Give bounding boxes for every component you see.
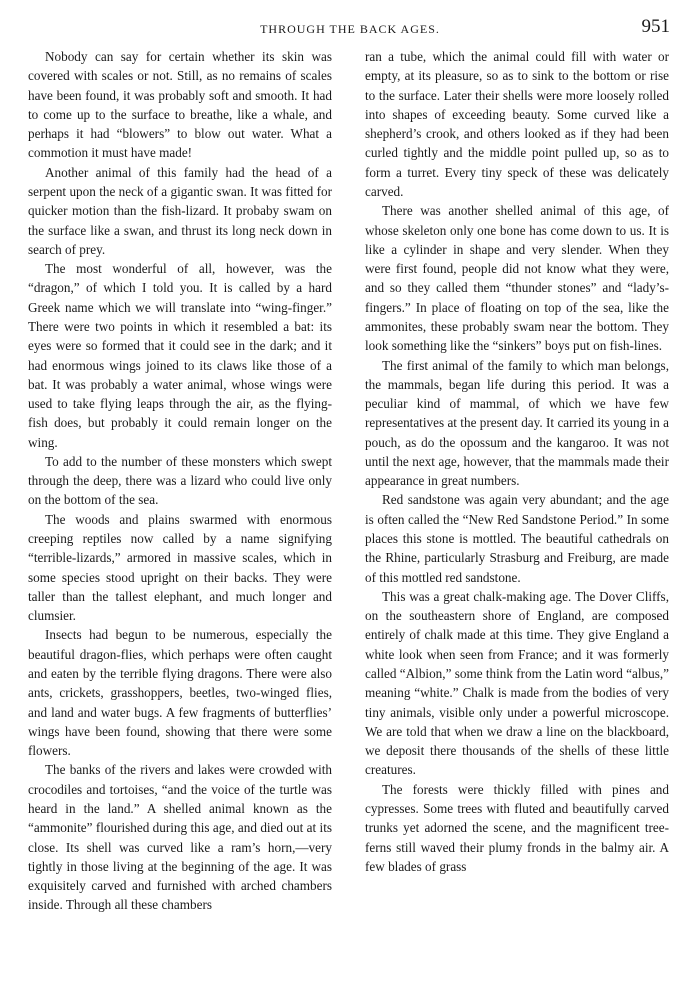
- paragraph-continued: ran a tube, which the animal could fill with water or empty, at its pleasure, so as to sink to the bottom or rise to the surface. Later their shells were more loosely rolled into shapes of exceeding beauty. Some curved like a shepherd’s crook, and others looked as if they had been curled tightly and the middle point pulled up, so as to form a turret. Every tiny speck of these was delicately carved.: [365, 49, 669, 199]
- paragraph: Another animal of this family had the head of a serpent upon the neck of a gigantic swan. It was fitted for quicker motion than the fish-lizard. It probaby swam on the surface like a swan, and thrust its long neck down in search of prey.: [28, 164, 332, 257]
- paragraph: The woods and plains swarmed with enormous creeping reptiles now called by a name signifying “terrible-lizards,” armored in massive scales, which in some species stood upright on their backs. They were taller than the tallest elephant, and much longer and clumsier.: [28, 511, 332, 624]
- paragraph: Insects had begun to be numerous, especially the beautiful dragon-flies, which perhaps were often caught and eaten by the terrible flying dragons. There were also ants, crickets, grasshoppers, beetles, two-winged flies, and land and water bugs. A few fragments of butterflies’ wings have been found, showing that there were some flowers.: [28, 627, 332, 759]
- paragraph: To add to the number of these monsters which swept through the deep, there was a lizard who could live only on the bottom of the sea.: [28, 453, 332, 508]
- running-title: THROUGH THE BACK AGES.: [260, 22, 440, 36]
- right-column: [365, 47, 669, 915]
- paragraph: The most wonderful of all, however, was the “dragon,” of which I told you. It is called by a hard Greek name which we will translate into “wing-finger.” There were two points in which it resembled a bat: its eyes were so formed that it could see in the dark; and it had enormous wings joined to its claws like those of a bat. It was probably a water animal, whose wings were used to take flying leaps through the air, as the flying-fish does, but probably it could remain longer on the wing.: [28, 261, 332, 450]
- paragraph: Red sandstone was again very abundant; and the age is often called the “New Red Sandstone Period.” In some places this stone is mottled. The beautiful cathedrals on the Rhine, particularly Strasburg and Freiburg, are made of this mottled red sandstone.: [365, 492, 669, 585]
- paragraph: The banks of the rivers and lakes were crowded with crocodiles and tortoises, “and the voice of the turtle was heard in the land.” A shelled animal known as the “ammonite” flourished during this age, and died out at its close. Its shell was curved like a ram’s horn,—very tightly in those living at the beginning of the age. It was exquisitely carved and furnished with arched chambers inside. Through all these chambers: [28, 762, 332, 913]
- paragraph: There was another shelled animal of this age, of whose skeleton only one bone has come down to us. It is like a cylinder in shape and very slender. When they were first found, people did not know what they were, and so they called them “thunder stones” and “lady’s-fingers.” In place of floating on top of the sea, like the ammonites, these probably swam near the bottom. They look something like the “sinkers” boys put on fish-lines.: [365, 203, 669, 354]
- paragraph: The forests were thickly filled with pines and cypresses. Some trees with fluted and beautifully carved trunks yet adorned the scene, and the magnificent tree-ferns still waved their plumy fronds in the balmy air. A few blades of grass: [365, 781, 669, 874]
- page-header: [30, 16, 670, 40]
- paragraph: The first animal of the family to which man belongs, the mammals, began life during this period. It was a peculiar kind of mammal, of which we have few representatives at the present day. It carried its young in a pouch, as do the opossum and the kangaroo. It was not until the next age, however, that the mammals made their appearance in great numbers.: [365, 357, 669, 489]
- left-column: [28, 47, 332, 915]
- paragraph: This was a great chalk-making age. The Dover Cliffs, on the southeastern shore of England, are composed entirely of chalk made at this time. They give England a white look when seen from France; and it was formerly called “Albion,” some think from the Latin word “albus,” meaning “white.” Chalk is made from the bodies of very tiny animals, visible only under a powerful microscope. We are told that when we draw a line on the blackboard, we deposit there thousands of the shells of these little creatures.: [365, 588, 669, 778]
- page-number: 951: [641, 16, 670, 37]
- paragraph: Nobody can say for certain whether its skin was covered with scales or not. Still, as no remains of scales have been found, it was probably soft and smooth. It had to come up to the surface to breathe, like a whale, and perhaps it had “blowers” to blow out water. What a commotion it must have made!: [28, 49, 332, 161]
- text-columns: [28, 47, 669, 915]
